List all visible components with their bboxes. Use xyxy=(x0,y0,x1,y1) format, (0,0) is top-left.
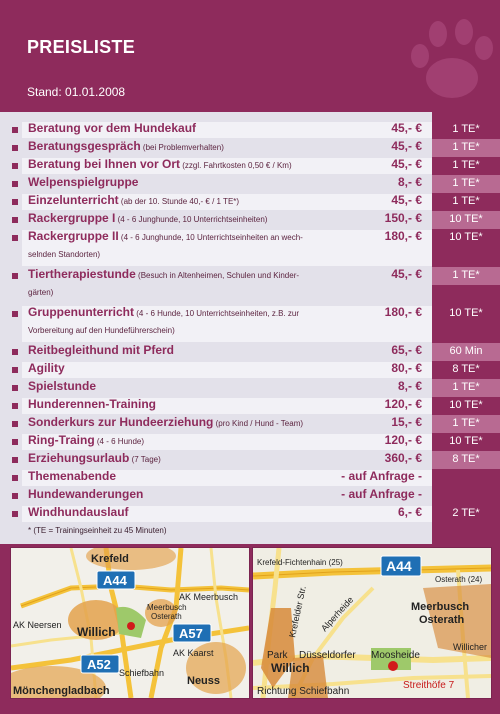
item-name xyxy=(28,379,96,393)
item-price: 360,- € xyxy=(384,451,422,465)
bullet-icon xyxy=(12,311,18,317)
road-sign-a57: A57 xyxy=(179,626,203,641)
item-name-text: Erziehungsurlaub xyxy=(28,451,130,465)
item-name-text: Windhundauslauf xyxy=(28,505,129,519)
item-note: (4 - 6 Junghunde, 10 Unterrichtseinheiten an wech- xyxy=(118,233,303,242)
item-unit: 10 TE* xyxy=(432,211,500,229)
map2-label-3: Alperheide xyxy=(319,594,356,634)
bullet-icon xyxy=(12,385,18,391)
item-price: 65,- € xyxy=(391,343,422,357)
item-unit: 10 TE* xyxy=(449,399,483,411)
map2-label-0: Krefeld-Fichtenhain (25) xyxy=(257,558,343,567)
item-note: (4 - 6 Hunde, 10 Unterrichtseinheiten, z.B. zur xyxy=(134,309,299,318)
price-row xyxy=(0,139,500,157)
map2-label-6: Park xyxy=(267,650,288,661)
item-note: (4 - 6 Hunde) xyxy=(94,437,145,446)
item-price: 180,- € xyxy=(384,305,422,319)
price-row xyxy=(0,379,500,397)
item-name-text: Beratung vor dem Hundekauf xyxy=(28,121,197,135)
price-row xyxy=(0,121,500,139)
item-unit: 1 TE* xyxy=(432,267,500,285)
item-price: 45,- € xyxy=(391,121,422,135)
detail-map xyxy=(252,547,492,699)
map1-label-4: AK Neersen xyxy=(13,620,62,630)
item-name xyxy=(28,121,196,135)
price-row xyxy=(0,433,500,451)
item-name-text: Ring-Traing xyxy=(28,433,95,447)
item-name xyxy=(28,305,299,319)
item-unit: 60 Min xyxy=(432,343,500,361)
item-note: (Besuch in Altenheimen, Schulen und Kinder- xyxy=(135,271,300,280)
item-note: (pro Kind / Hund - Team) xyxy=(213,419,304,428)
price-row xyxy=(0,211,500,229)
price-row xyxy=(0,415,500,433)
item-name xyxy=(28,193,239,207)
map1-label-5: Willich xyxy=(77,625,116,639)
item-name-text: Tiertherapiestunde xyxy=(28,267,136,281)
item-name xyxy=(28,175,138,189)
price-row xyxy=(0,469,500,487)
item-note: (ab der 10. Stunde 40,- € / 1 TE*) xyxy=(118,197,240,206)
price-row xyxy=(0,175,500,193)
item-name xyxy=(28,229,303,243)
item-name-text: Rackergruppe II xyxy=(28,229,119,243)
item-price: - auf Anfrage - xyxy=(341,469,422,483)
stand-date: Stand: 01.01.2008 xyxy=(27,85,126,99)
paw-print-icon xyxy=(390,0,500,112)
bullet-icon xyxy=(12,493,18,499)
price-row xyxy=(0,267,500,305)
item-name xyxy=(28,415,303,429)
item-note-continued: selnden Standorten) xyxy=(28,250,101,259)
item-name xyxy=(28,505,129,519)
bullet-icon xyxy=(12,403,18,409)
map2-label-12: Streithöfe 7 xyxy=(403,680,455,691)
item-name xyxy=(28,397,156,411)
item-price: 45,- € xyxy=(391,157,422,171)
price-row xyxy=(0,487,500,505)
item-name xyxy=(28,433,144,447)
map2-label-9: Willich xyxy=(271,661,310,675)
map2-label-8: Moosheide xyxy=(371,650,420,661)
item-name-text: Beratung bei Ihnen vor Ort xyxy=(28,157,181,171)
item-note: (zzgl. Fahrtkosten 0,50 € / Km) xyxy=(180,161,292,170)
bullet-icon xyxy=(12,439,18,445)
bullet-icon xyxy=(12,235,18,241)
item-price: 15,- € xyxy=(391,415,422,429)
item-unit: 1 TE* xyxy=(432,139,500,157)
item-price: 6,- € xyxy=(397,505,422,519)
item-unit: 1 TE* xyxy=(452,195,480,207)
header xyxy=(0,0,500,112)
item-price: 180,- € xyxy=(384,229,422,243)
price-row xyxy=(0,397,500,415)
item-price: 45,- € xyxy=(391,193,422,207)
item-name xyxy=(28,451,161,465)
map2-label-5: Osterath xyxy=(419,614,465,626)
item-price: 150,- € xyxy=(384,211,422,225)
item-name-text: Agility xyxy=(28,361,65,375)
map1-label-8: Mönchengladbach xyxy=(13,685,110,697)
map1-label-3: Osterath xyxy=(151,612,182,621)
map2-label-7: Düsseldorfer xyxy=(299,650,356,661)
map2-label-1: Osterath (24) xyxy=(435,575,483,584)
item-unit: 1 TE* xyxy=(432,175,500,193)
price-row xyxy=(0,451,500,469)
map2-label-11: Richtung Schiefbahn xyxy=(257,686,350,697)
item-unit: 8 TE* xyxy=(432,451,500,469)
item-note: (4 - 6 Junghunde, 10 Unterrichtseinheiten) xyxy=(115,215,268,224)
bullet-icon xyxy=(12,457,18,463)
item-name xyxy=(28,469,116,483)
item-note-continued: Vorbereitung auf den Hundeführerschein) xyxy=(28,326,175,335)
footnote: * (TE = Trainingseinheit zu 45 Minuten) xyxy=(28,526,167,535)
item-name-text: Gruppenunterricht xyxy=(28,305,135,319)
road-sign-a44-detail: A44 xyxy=(386,558,412,574)
item-unit: 10 TE* xyxy=(449,435,483,447)
map1-label-0: Krefeld xyxy=(91,553,129,565)
bullet-icon xyxy=(12,421,18,427)
item-name xyxy=(28,361,65,375)
item-price: 8,- € xyxy=(397,175,422,189)
item-name-text: Sonderkurs zur Hundeerziehung xyxy=(28,415,214,429)
price-row xyxy=(0,305,500,343)
bullet-icon xyxy=(12,127,18,133)
price-row xyxy=(0,193,500,211)
road-sign-a44: A44 xyxy=(103,573,127,588)
item-name-text: Beratungsgespräch xyxy=(28,139,141,153)
item-unit: 10 TE* xyxy=(449,231,483,243)
price-row xyxy=(0,343,500,361)
item-name xyxy=(28,267,299,281)
item-unit: 1 TE* xyxy=(452,123,480,135)
item-name xyxy=(28,343,174,357)
bullet-icon xyxy=(12,511,18,517)
item-name-text: Hunderennen-Training xyxy=(28,397,157,411)
bullet-icon xyxy=(12,217,18,223)
bullet-icon xyxy=(12,349,18,355)
map1-label-6: Schiefbahn xyxy=(119,668,165,678)
item-unit: 1 TE* xyxy=(432,415,500,433)
item-name-text: Hundewanderungen xyxy=(28,487,144,501)
item-price: - auf Anfrage - xyxy=(341,487,422,501)
item-unit: 10 TE* xyxy=(449,307,483,319)
price-row xyxy=(0,505,500,523)
item-price: 120,- € xyxy=(384,397,422,411)
map1-label-7: AK Kaarst xyxy=(173,648,214,658)
row-highlight xyxy=(22,362,432,378)
page-title: PREISLISTE xyxy=(27,37,136,57)
item-price: 45,- € xyxy=(391,267,422,281)
item-unit: 2 TE* xyxy=(452,507,480,519)
item-name-text: Rackergruppe I xyxy=(28,211,116,225)
map2-label-2: Krefelder Str. xyxy=(287,584,308,639)
map2-label-4: Meerbusch xyxy=(411,601,470,613)
item-price: 80,- € xyxy=(391,361,422,375)
item-note: (7 Tage) xyxy=(129,455,161,464)
bullet-icon xyxy=(12,145,18,151)
item-name xyxy=(28,157,292,171)
item-price: 120,- € xyxy=(384,433,422,447)
item-name-text: Welpenspielgruppe xyxy=(28,175,139,189)
item-unit: 1 TE* xyxy=(452,159,480,171)
bullet-icon xyxy=(12,163,18,169)
bullet-icon xyxy=(12,367,18,373)
price-row xyxy=(0,361,500,379)
map1-label-1: AK Meerbusch xyxy=(179,592,239,602)
item-name xyxy=(28,487,143,501)
bullet-icon xyxy=(12,475,18,481)
item-note-continued: gärten) xyxy=(28,288,54,297)
price-row xyxy=(0,229,500,267)
item-unit: 1 TE* xyxy=(432,379,500,397)
item-price: 45,- € xyxy=(391,139,422,153)
item-unit: 8 TE* xyxy=(452,363,480,375)
bullet-icon xyxy=(12,273,18,279)
map1-label-2: Meerbusch xyxy=(147,603,187,612)
map2-label-10: Willicher xyxy=(453,642,488,652)
bullet-icon xyxy=(12,181,18,187)
item-name-text: Spielstunde xyxy=(28,379,97,393)
price-row xyxy=(0,157,500,175)
item-name-text: Themenabende xyxy=(28,469,117,483)
item-name-text: Reitbegleithund mit Pferd xyxy=(28,343,175,357)
item-name xyxy=(28,139,224,153)
bullet-icon xyxy=(12,199,18,205)
item-name xyxy=(28,211,267,225)
map1-label-9: Neuss xyxy=(187,675,221,687)
item-price: 8,- € xyxy=(397,379,422,393)
overview-map xyxy=(10,547,250,699)
road-sign-a52: A52 xyxy=(87,657,111,672)
item-name-text: Einzelunterricht xyxy=(28,193,119,207)
item-note: (bei Problemverhalten) xyxy=(140,143,224,152)
